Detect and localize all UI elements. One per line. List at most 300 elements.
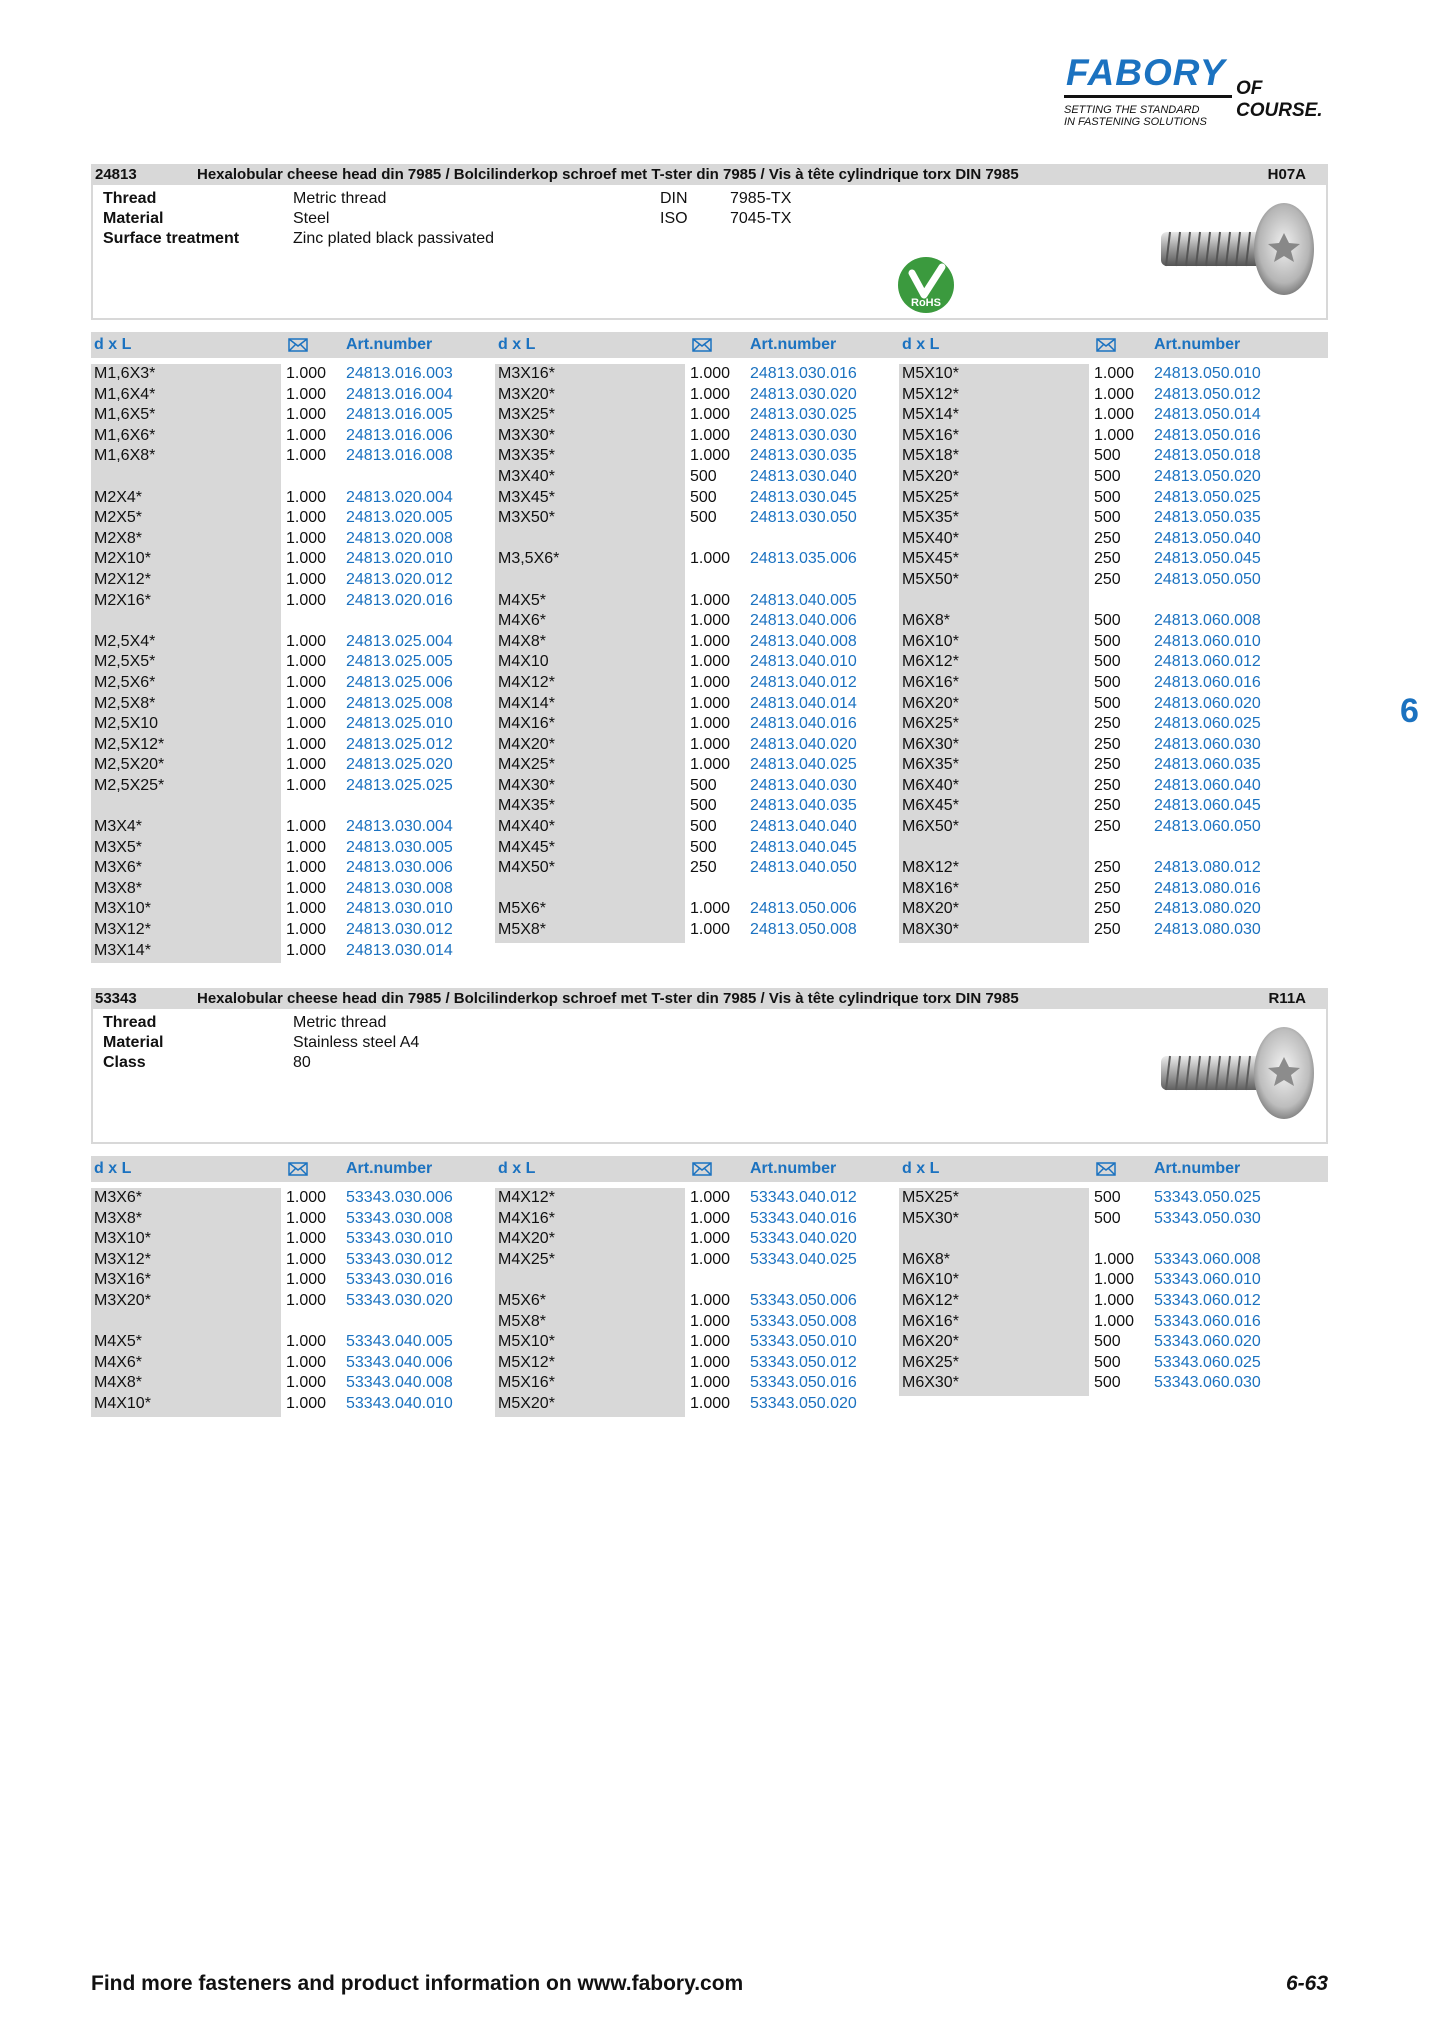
article-number-link[interactable]: 53343.060.016 (1154, 1312, 1261, 1330)
quantity-cell: 1.000 (690, 1250, 731, 1268)
article-number-link[interactable]: 24813.016.003 (346, 365, 453, 382)
article-number-link[interactable]: 24813.060.010 (1154, 632, 1261, 650)
article-number-link[interactable]: 24813.030.008 (346, 879, 453, 897)
dimension-cell: M6X20* (902, 1333, 959, 1351)
table-row (495, 817, 900, 838)
article-number-link[interactable]: 24813.060.040 (1154, 776, 1261, 794)
table-row (899, 385, 1304, 406)
dimension-cell: M3X5* (94, 838, 143, 856)
quantity-cell: 1.000 (286, 1394, 327, 1412)
article-number-link[interactable]: 24813.050.012 (1154, 385, 1261, 403)
dimension-cell: M2X10* (94, 550, 151, 568)
table-row (91, 1373, 496, 1394)
table-row (91, 488, 496, 509)
dimension-cell: M4X25* (498, 756, 555, 774)
quantity-cell: 250 (690, 859, 717, 877)
table-row (899, 1353, 1304, 1374)
dimension-cell: M3X30* (498, 426, 555, 444)
article-number-link[interactable]: 53343.060.012 (1154, 1291, 1261, 1309)
quantity-cell: 1.000 (1094, 1250, 1135, 1268)
article-number-link[interactable]: 24813.030.010 (346, 900, 453, 918)
quantity-cell: 1.000 (286, 1189, 327, 1206)
article-number-link[interactable]: 24813.030.040 (750, 467, 857, 485)
info-value: Metric thread (293, 190, 387, 207)
package-quantity-icon (1096, 1162, 1116, 1176)
table-row (495, 673, 900, 694)
dimension-cell: M2,5X4* (94, 632, 156, 650)
table-row (91, 1291, 496, 1312)
article-number-link[interactable]: 24813.040.005 (750, 591, 857, 609)
quantity-cell: 1.000 (286, 900, 327, 918)
article-number-link[interactable]: 53343.060.030 (1154, 1374, 1261, 1392)
article-number-link[interactable]: 24813.060.050 (1154, 818, 1261, 836)
article-number-link[interactable]: 24813.040.020 (750, 735, 857, 753)
dimension-cell: M3X20* (498, 385, 555, 403)
table-header (91, 1156, 1328, 1182)
dimension-cell: M4X12* (498, 673, 555, 691)
table-row (899, 817, 1304, 838)
dimension-cell: M5X6* (498, 1291, 547, 1309)
table-row (899, 570, 1304, 591)
dimension-cell: M6X30* (902, 735, 959, 753)
article-number-link[interactable]: 53343.050.010 (750, 1333, 857, 1351)
dimension-cell: M2X5* (94, 509, 143, 527)
article-number-link[interactable]: 24813.016.004 (346, 385, 453, 403)
article-number-link[interactable]: 24813.030.016 (750, 365, 857, 382)
quantity-cell: 1.000 (286, 591, 327, 609)
quantity-cell: 1.000 (690, 900, 731, 918)
dimension-cell: M2X12* (94, 570, 151, 588)
dimension-cell: M4X45* (498, 838, 555, 856)
rohs-icon (896, 255, 956, 315)
dimension-cell: M6X35* (902, 756, 959, 774)
article-number-link[interactable]: 24813.050.025 (1154, 488, 1261, 506)
article-number-link[interactable]: 24813.020.016 (346, 591, 453, 609)
quantity-cell: 1.000 (286, 406, 327, 424)
table-row (91, 549, 496, 570)
article-number-link[interactable]: 24813.050.045 (1154, 550, 1261, 568)
article-number-link[interactable]: 53343.040.008 (346, 1374, 453, 1392)
table-row (899, 426, 1304, 447)
table-row (495, 385, 900, 406)
article-number-link[interactable]: 24813.025.025 (346, 776, 453, 794)
article-number-link[interactable]: 24813.040.014 (750, 694, 857, 712)
dimension-cell: M4X20* (498, 1230, 555, 1248)
quantity-cell: 500 (1094, 509, 1121, 527)
dimension-cell: M5X35* (902, 509, 959, 527)
quantity-cell: 1.000 (690, 426, 731, 444)
quantity-cell: 1.000 (286, 632, 327, 650)
article-number-link[interactable]: 24813.030.014 (346, 941, 453, 959)
col-header-dxl: d x L (902, 336, 940, 353)
dimension-cell: M6X20* (902, 694, 959, 712)
article-number-link[interactable]: 53343.040.005 (346, 1333, 453, 1351)
quantity-cell: 1.000 (690, 365, 731, 382)
article-number-link[interactable]: 24813.050.050 (1154, 570, 1261, 588)
article-number-link[interactable]: 24813.050.008 (750, 921, 857, 939)
table-row (495, 899, 900, 920)
dimension-cell: M3X16* (94, 1271, 151, 1289)
quantity-cell: 1.000 (690, 921, 731, 939)
article-number-link[interactable]: 24813.040.008 (750, 632, 857, 650)
article-number-link[interactable]: 24813.025.004 (346, 632, 453, 650)
article-number-link[interactable]: 53343.030.006 (346, 1189, 453, 1206)
dimension-cell: M3X25* (498, 406, 555, 424)
table-row (899, 879, 1304, 900)
article-number-link[interactable]: 53343.040.020 (750, 1230, 857, 1248)
table-row (899, 467, 1304, 488)
quantity-cell: 1.000 (286, 1230, 327, 1248)
dimension-cell: M5X12* (902, 385, 959, 403)
article-number-link[interactable]: 53343.030.020 (346, 1291, 453, 1309)
article-number-link[interactable]: 24813.016.005 (346, 406, 453, 424)
table-row (91, 570, 496, 591)
article-number-link[interactable]: 24813.025.020 (346, 756, 453, 774)
quantity-cell: 500 (1094, 1333, 1121, 1351)
table-row (899, 1229, 1304, 1250)
article-number-link[interactable]: 24813.060.012 (1154, 653, 1261, 671)
quantity-cell: 1.000 (286, 818, 327, 836)
table-row (91, 446, 496, 467)
quantity-cell: 1.000 (690, 447, 731, 465)
article-number-link[interactable]: 24813.050.020 (1154, 467, 1261, 485)
col-header-art: Art.number (346, 1160, 433, 1177)
dimension-cell: M8X12* (902, 859, 959, 877)
table-row (899, 714, 1304, 735)
dimension-cell: M1,6X4* (94, 385, 156, 403)
article-number-link[interactable]: 53343.030.008 (346, 1209, 453, 1227)
quantity-cell: 1.000 (690, 653, 731, 671)
dimension-cell: M6X8* (902, 1250, 951, 1268)
table-row (899, 1250, 1304, 1271)
table-row (91, 1394, 496, 1415)
quantity-cell: 1.000 (286, 509, 327, 527)
article-number-link[interactable]: 24813.030.020 (750, 385, 857, 403)
article-number-link[interactable]: 24813.030.035 (750, 447, 857, 465)
article-number-link[interactable]: 24813.020.005 (346, 509, 453, 527)
article-number-link[interactable]: 24813.025.008 (346, 694, 453, 712)
dimension-cell: M4X10 (498, 653, 549, 671)
info-label: Surface treatment (103, 230, 240, 247)
logo-tagline-line2: IN FASTENING SOLUTIONS (1064, 116, 1207, 128)
dimension-cell: M6X16* (902, 1312, 959, 1330)
article-number-link[interactable]: 24813.035.006 (750, 550, 857, 568)
table-row (91, 796, 496, 817)
quantity-cell: 1.000 (690, 550, 731, 568)
article-number-link[interactable]: 24813.050.016 (1154, 426, 1261, 444)
article-number-link[interactable]: 24813.025.006 (346, 673, 453, 691)
quantity-cell: 500 (1094, 488, 1121, 506)
dimension-cell: M2,5X25* (94, 776, 165, 794)
info-label: Material (103, 1034, 164, 1051)
quantity-cell: 1.000 (286, 426, 327, 444)
dimension-cell: M2,5X10 (94, 715, 159, 733)
table-row (495, 405, 900, 426)
article-number-link[interactable]: 53343.040.006 (346, 1353, 453, 1371)
chapter-tab: 6 (1400, 692, 1419, 730)
article-number-link[interactable]: 24813.025.010 (346, 715, 453, 733)
table-row (91, 467, 496, 488)
article-number-link[interactable]: 53343.060.010 (1154, 1271, 1261, 1289)
article-number-link[interactable]: 24813.050.035 (1154, 509, 1261, 527)
quantity-cell: 250 (1094, 715, 1121, 733)
dimension-cell: M4X20* (498, 735, 555, 753)
dimension-cell: M8X20* (902, 900, 959, 918)
rohs-label: RoHS (911, 297, 941, 309)
article-number-link[interactable]: 24813.040.012 (750, 673, 857, 691)
quantity-cell: 500 (1094, 673, 1121, 691)
article-number-link[interactable]: 53343.050.020 (750, 1394, 857, 1412)
quantity-cell: 1.000 (690, 406, 731, 424)
product-title: Hexalobular cheese head din 7985 / Bolcilinderkop schroef met T-ster din 7985 / Vis à tête cylindrique torx DIN 7985 (197, 166, 1019, 183)
dimension-cell: M4X8* (498, 632, 547, 650)
package-quantity-icon (692, 1162, 712, 1176)
article-number-link[interactable]: 24813.040.040 (750, 818, 857, 836)
dimension-cell: M1,6X8* (94, 447, 156, 465)
dimension-cell: M4X5* (94, 1333, 143, 1351)
dimension-cell: M5X20* (902, 467, 959, 485)
quantity-cell: 1.000 (1094, 426, 1135, 444)
table-row (91, 694, 496, 715)
article-number-link[interactable]: 24813.080.016 (1154, 879, 1261, 897)
table-row (899, 920, 1304, 941)
article-number-link[interactable]: 24813.080.020 (1154, 900, 1261, 918)
article-number-link[interactable]: 24813.050.014 (1154, 406, 1261, 424)
table-row (899, 694, 1304, 715)
article-number-link[interactable]: 24813.050.010 (1154, 365, 1261, 382)
dimension-cell: M5X40* (902, 529, 959, 547)
dimension-cell: M8X16* (902, 879, 959, 897)
article-number-link[interactable]: 53343.040.016 (750, 1209, 857, 1227)
table-row (495, 508, 900, 529)
article-number-link[interactable]: 53343.060.008 (1154, 1250, 1261, 1268)
table-row (495, 1250, 900, 1271)
dimension-cell: M4X14* (498, 694, 555, 712)
quantity-cell: 1.000 (1094, 365, 1135, 382)
table-row (495, 1312, 900, 1333)
article-number-link[interactable]: 24813.060.025 (1154, 715, 1261, 733)
dimension-cell: M5X6* (498, 900, 547, 918)
table-row (91, 1250, 496, 1271)
quantity-cell: 250 (1094, 818, 1121, 836)
article-number-link[interactable]: 24813.025.005 (346, 653, 453, 671)
info-value: 80 (293, 1054, 311, 1071)
product-info-box (91, 1009, 1328, 1144)
quantity-cell: 250 (1094, 550, 1121, 568)
article-number-link[interactable]: 24813.020.008 (346, 529, 453, 547)
table-row (899, 1332, 1304, 1353)
article-number-link[interactable]: 24813.016.006 (346, 426, 453, 444)
dimension-cell: M5X16* (498, 1374, 555, 1392)
dimension-cell: M5X8* (498, 921, 547, 939)
table-row (495, 632, 900, 653)
quantity-cell: 1.000 (690, 632, 731, 650)
info-value: Zinc plated black passivated (293, 230, 494, 247)
table-row (91, 817, 496, 838)
table-row (495, 755, 900, 776)
article-number-link[interactable]: 24813.060.020 (1154, 694, 1261, 712)
article-number-link[interactable]: 24813.020.012 (346, 570, 453, 588)
col-header-dxl: d x L (94, 336, 132, 353)
dimension-cell: M3X40* (498, 467, 555, 485)
dimension-cell: M5X20* (498, 1394, 555, 1412)
standard-din-label: DIN (660, 190, 688, 207)
article-number-link[interactable]: 24813.040.016 (750, 715, 857, 733)
quantity-cell: 1.000 (690, 1291, 731, 1309)
article-number-link[interactable]: 24813.040.050 (750, 859, 857, 877)
dimension-cell: M6X25* (902, 715, 959, 733)
dimension-cell: M5X18* (902, 447, 959, 465)
quantity-cell: 1.000 (1094, 385, 1135, 403)
article-number-link[interactable]: 24813.050.006 (750, 900, 857, 918)
article-number-link[interactable]: 24813.030.030 (750, 426, 857, 444)
table-row (495, 446, 900, 467)
article-number-link[interactable]: 24813.030.006 (346, 859, 453, 877)
product-info-box (91, 185, 1328, 320)
article-number-link[interactable]: 24813.060.030 (1154, 735, 1261, 753)
table-row (495, 776, 900, 797)
article-number-link[interactable]: 24813.040.045 (750, 838, 857, 856)
table-row (495, 652, 900, 673)
table-row (91, 858, 496, 879)
article-number-link[interactable]: 24813.030.004 (346, 818, 453, 836)
dimension-cell: M3,5X6* (498, 550, 560, 568)
table-row (495, 611, 900, 632)
article-number-link[interactable]: 24813.060.016 (1154, 673, 1261, 691)
quantity-cell: 500 (690, 818, 717, 836)
dimension-cell: M3X45* (498, 488, 555, 506)
logo-tagline-line1: SETTING THE STANDARD (1064, 104, 1200, 116)
dimension-cell: M6X40* (902, 776, 959, 794)
dimension-cell: M5X14* (902, 406, 959, 424)
dimension-cell: M6X12* (902, 653, 959, 671)
article-number-link[interactable]: 53343.050.030 (1154, 1209, 1261, 1227)
article-number-link[interactable]: 24813.030.045 (750, 488, 857, 506)
article-number-link[interactable]: 53343.050.012 (750, 1353, 857, 1371)
package-quantity-icon (692, 338, 712, 352)
quantity-cell: 1.000 (286, 385, 327, 403)
table-row (495, 426, 900, 447)
article-number-link[interactable]: 53343.060.025 (1154, 1353, 1261, 1371)
article-number-link[interactable]: 24813.030.012 (346, 921, 453, 939)
dimension-cell: M4X16* (498, 715, 555, 733)
article-number-link[interactable]: 53343.030.010 (346, 1230, 453, 1248)
table-column (91, 364, 496, 961)
product-title: Hexalobular cheese head din 7985 / Bolcilinderkop schroef met T-ster din 7985 / Vis à tête cylindrique torx DIN 7985 (197, 990, 1019, 1007)
article-number-link[interactable]: 24813.030.005 (346, 838, 453, 856)
dimension-cell: M3X4* (94, 818, 143, 836)
article-number-link[interactable]: 24813.040.006 (750, 612, 857, 630)
article-number-link[interactable]: 24813.020.004 (346, 488, 453, 506)
article-number-link[interactable]: 53343.040.010 (346, 1394, 453, 1412)
info-label: Thread (103, 190, 157, 207)
standard-din-value: 7985-TX (730, 190, 792, 207)
info-value: Stainless steel A4 (293, 1034, 420, 1051)
dimension-cell: M6X25* (902, 1353, 959, 1371)
dimension-cell: M4X5* (498, 591, 547, 609)
article-number-link[interactable]: 24813.050.018 (1154, 447, 1261, 465)
table-row (91, 879, 496, 900)
table-row (91, 941, 496, 962)
quantity-cell: 1.000 (286, 447, 327, 465)
article-number-link[interactable]: 53343.030.016 (346, 1271, 453, 1289)
article-number-link[interactable]: 24813.040.035 (750, 797, 857, 815)
article-number-link[interactable]: 53343.060.020 (1154, 1333, 1261, 1351)
dimension-cell: M2,5X8* (94, 694, 156, 712)
article-number-link[interactable]: 24813.040.025 (750, 756, 857, 774)
class-code: H07A (1267, 166, 1306, 183)
quantity-cell: 1.000 (286, 756, 327, 774)
quantity-cell: 500 (1094, 1209, 1121, 1227)
article-number-link[interactable]: 24813.025.012 (346, 735, 453, 753)
dimension-cell: M4X12* (498, 1189, 555, 1206)
table-row (899, 591, 1304, 612)
package-quantity-icon (1096, 338, 1116, 352)
quantity-cell: 1.000 (690, 1209, 731, 1227)
dimension-cell: M4X8* (94, 1374, 143, 1392)
article-number-link[interactable]: 24813.040.010 (750, 653, 857, 671)
quantity-cell: 1.000 (1094, 406, 1135, 424)
col-header-dxl: d x L (94, 1160, 132, 1177)
quantity-cell: 500 (690, 838, 717, 856)
quantity-cell: 1.000 (690, 1230, 731, 1248)
article-number-link[interactable]: 24813.080.030 (1154, 921, 1261, 939)
info-label: Material (103, 210, 164, 227)
article-number-link[interactable]: 24813.040.030 (750, 776, 857, 794)
quantity-cell: 500 (1094, 1353, 1121, 1371)
article-number-link[interactable]: 53343.050.006 (750, 1291, 857, 1309)
article-number-link[interactable]: 53343.050.008 (750, 1312, 857, 1330)
dimension-cell: M5X10* (498, 1333, 555, 1351)
article-number-link[interactable]: 53343.050.025 (1154, 1189, 1261, 1206)
dimension-cell: M3X12* (94, 1250, 151, 1268)
article-number-link[interactable]: 24813.060.045 (1154, 797, 1261, 815)
quantity-cell: 1.000 (690, 673, 731, 691)
page-number: 6-63 (1285, 1972, 1328, 1995)
quantity-cell: 1.000 (286, 694, 327, 712)
article-number-link[interactable]: 53343.050.016 (750, 1374, 857, 1392)
article-number-link[interactable]: 24813.060.008 (1154, 612, 1261, 630)
article-number-link[interactable]: 24813.016.008 (346, 447, 453, 465)
article-number-link[interactable]: 24813.030.050 (750, 509, 857, 527)
dimension-cell: M5X10* (902, 365, 959, 382)
dimension-cell: M1,6X6* (94, 426, 156, 444)
quantity-cell: 250 (1094, 859, 1121, 877)
article-number-link[interactable]: 53343.040.012 (750, 1189, 857, 1206)
article-number-link[interactable]: 24813.030.025 (750, 406, 857, 424)
article-number-link[interactable]: 24813.060.035 (1154, 756, 1261, 774)
table-row (91, 673, 496, 694)
section-header (91, 164, 1328, 185)
product-code: 24813 (95, 166, 137, 183)
dimension-cell: M6X45* (902, 797, 959, 815)
article-number-link[interactable]: 53343.040.025 (750, 1250, 857, 1268)
table-row (91, 1229, 496, 1250)
quantity-cell: 1.000 (690, 756, 731, 774)
dimension-cell: M6X10* (902, 632, 959, 650)
quantity-cell: 1.000 (1094, 1291, 1135, 1309)
article-number-link[interactable]: 24813.050.040 (1154, 529, 1261, 547)
quantity-cell: 250 (1094, 735, 1121, 753)
article-number-link[interactable]: 24813.080.012 (1154, 859, 1261, 877)
quantity-cell: 1.000 (286, 1333, 327, 1351)
article-number-link[interactable]: 53343.030.012 (346, 1250, 453, 1268)
quantity-cell: 1.000 (286, 488, 327, 506)
table-row (495, 1394, 900, 1415)
article-number-link[interactable]: 24813.020.010 (346, 550, 453, 568)
table-row (899, 838, 1304, 859)
table-row (899, 1270, 1304, 1291)
